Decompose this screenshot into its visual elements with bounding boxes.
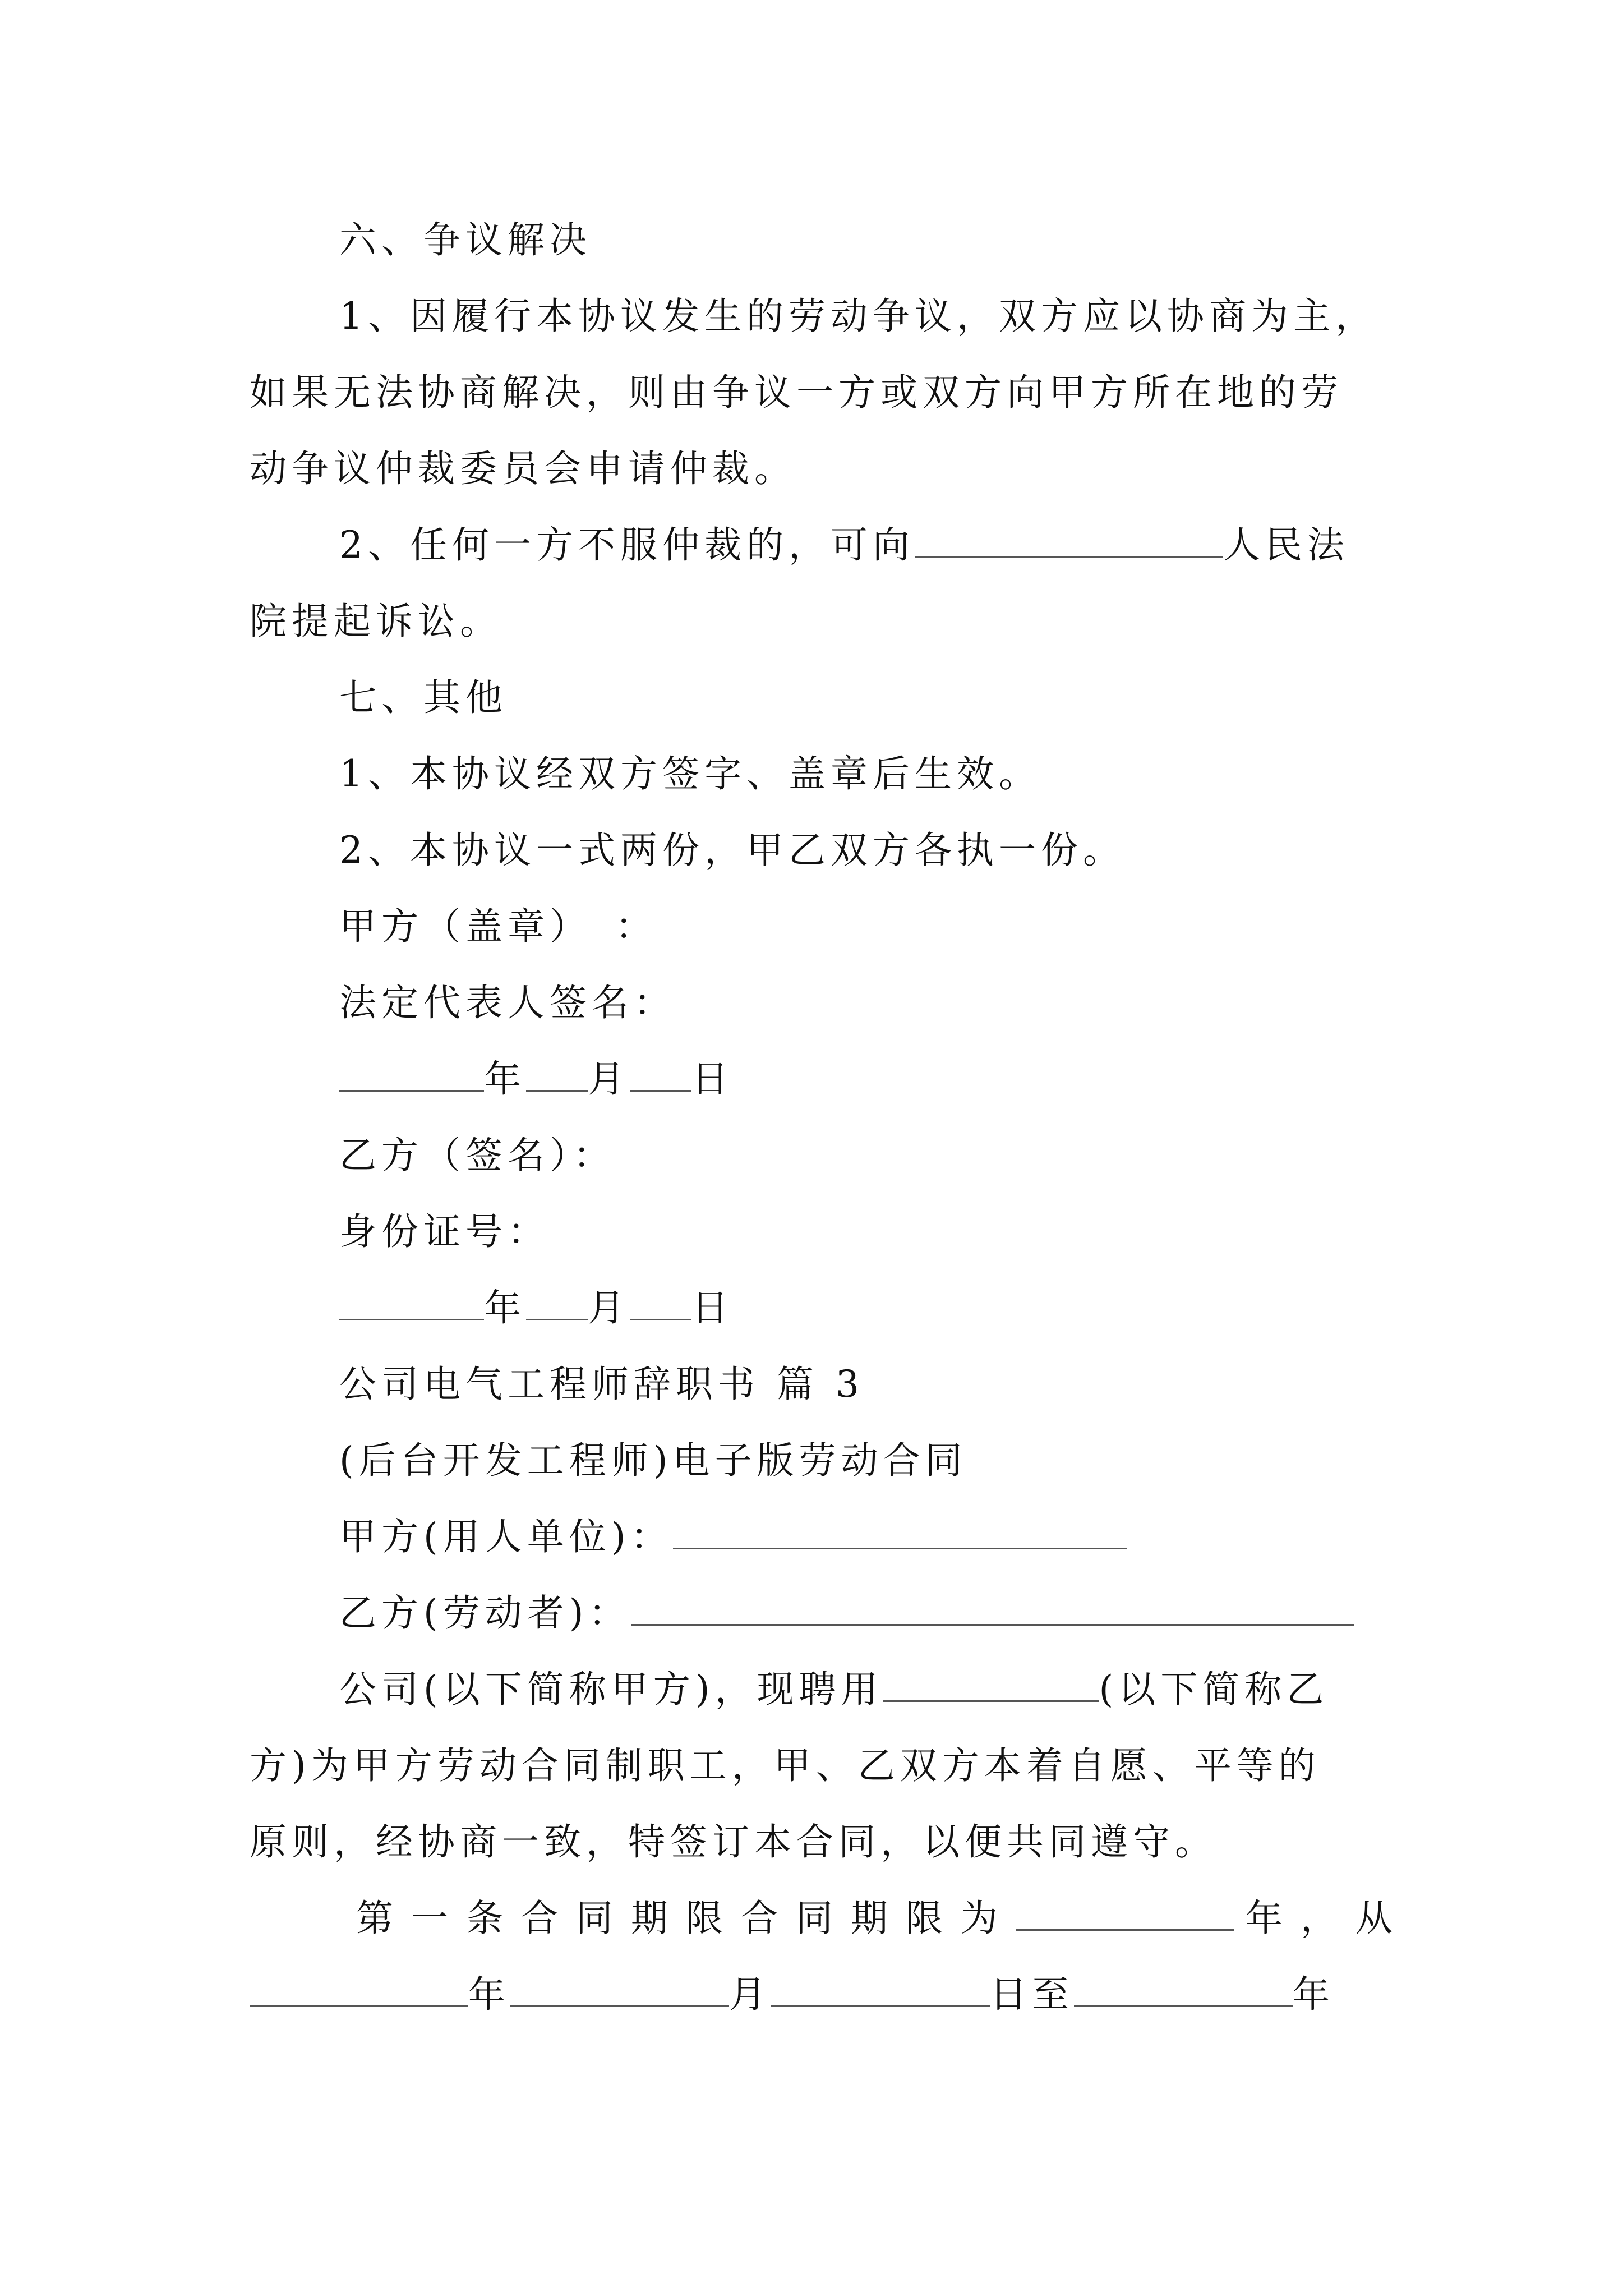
start-month-label: 月 <box>729 1973 771 2016</box>
intro-text: 公司(以下简称甲方)，现聘用 <box>339 1668 883 1711</box>
month-blank <box>526 1287 588 1320</box>
start-day-blank <box>771 1974 990 2007</box>
worker-line <box>339 1591 1354 1636</box>
employee-name-blank <box>883 1669 1099 1702</box>
clause-text: 人民法 <box>1223 523 1349 567</box>
section-6-clause-2-line-1 <box>339 523 1349 568</box>
year-label: 年 <box>484 1057 526 1101</box>
section-6-clause-1-line-2: 如果无法协商解决，则由争议一方或双方向甲方所在地的劳 <box>250 371 1343 414</box>
end-year-blank <box>1074 1974 1293 2007</box>
legal-rep-signature-label: 法定代表人签名： <box>339 981 676 1024</box>
article-1-line-1 <box>356 1896 1410 1941</box>
id-number-label: 身份证号： <box>339 1210 550 1253</box>
article-1-text: 年，从 <box>1246 1897 1410 1940</box>
party-a-date-line <box>339 1057 734 1102</box>
party-b-date-line <box>339 1286 734 1331</box>
day-to-label: 日至 <box>990 1973 1074 2016</box>
intro-line-1 <box>339 1667 1329 1712</box>
contract-subtitle: (后台开发工程师)电子版劳动合同 <box>339 1439 967 1482</box>
section-6-clause-2-line-2: 院提起诉讼。 <box>250 600 502 643</box>
intro-line-2: 方)为甲方劳动合同制职工，甲、乙双方本着自愿、平等的 <box>250 1744 1321 1787</box>
employer-line <box>339 1515 1127 1559</box>
party-a-seal-label: 甲方（盖章） ： <box>339 905 657 948</box>
year-label: 年 <box>484 1286 526 1329</box>
section-7-clause-1: 1、本协议经双方签字、盖章后生效。 <box>339 752 1041 795</box>
court-blank <box>915 524 1223 558</box>
month-label: 月 <box>588 1286 630 1329</box>
year-blank <box>339 1059 484 1092</box>
month-blank <box>526 1059 588 1092</box>
end-year-label: 年 <box>1293 1973 1335 2016</box>
employer-label: 甲方(用人单位)： <box>339 1515 673 1558</box>
day-blank <box>630 1059 691 1092</box>
start-year-label: 年 <box>468 1973 510 2016</box>
month-label: 月 <box>588 1057 630 1101</box>
employer-blank <box>673 1516 1127 1549</box>
year-blank <box>339 1287 484 1320</box>
start-month-blank <box>510 1974 729 2007</box>
article-1-text: 第一条合同期限合同期限为 <box>356 1897 1016 1940</box>
clause-text: 2、任何一方不服仲裁的，可向 <box>339 523 915 567</box>
term-blank <box>1016 1898 1234 1931</box>
worker-label: 乙方(劳动者)： <box>339 1591 631 1635</box>
day-blank <box>630 1287 691 1320</box>
intro-text: (以下简称乙 <box>1099 1668 1329 1711</box>
day-label: 日 <box>691 1286 734 1329</box>
worker-blank <box>631 1593 1354 1626</box>
section-7-heading: 七、其他 <box>339 676 508 719</box>
start-year-blank <box>250 1974 468 2007</box>
section-6-heading: 六、争议解决 <box>339 218 592 261</box>
article-title: 公司电气工程师辞职书 篇 3 <box>339 1363 864 1406</box>
article-1-line-2 <box>250 1972 1335 2017</box>
intro-line-3: 原则，经协商一致，特签订本合同，以便共同遵守。 <box>250 1820 1217 1864</box>
party-b-signature-label: 乙方（签名）： <box>339 1134 615 1177</box>
section-7-clause-2: 2、本协议一式两份，甲乙双方各执一份。 <box>339 829 1125 872</box>
section-6-clause-1-line-1: 1、因履行本协议发生的劳动争议，双方应以协商为主， <box>339 295 1377 338</box>
day-label: 日 <box>691 1057 734 1101</box>
section-6-clause-1-line-3: 动争议仲裁委员会申请仲裁。 <box>250 447 796 490</box>
